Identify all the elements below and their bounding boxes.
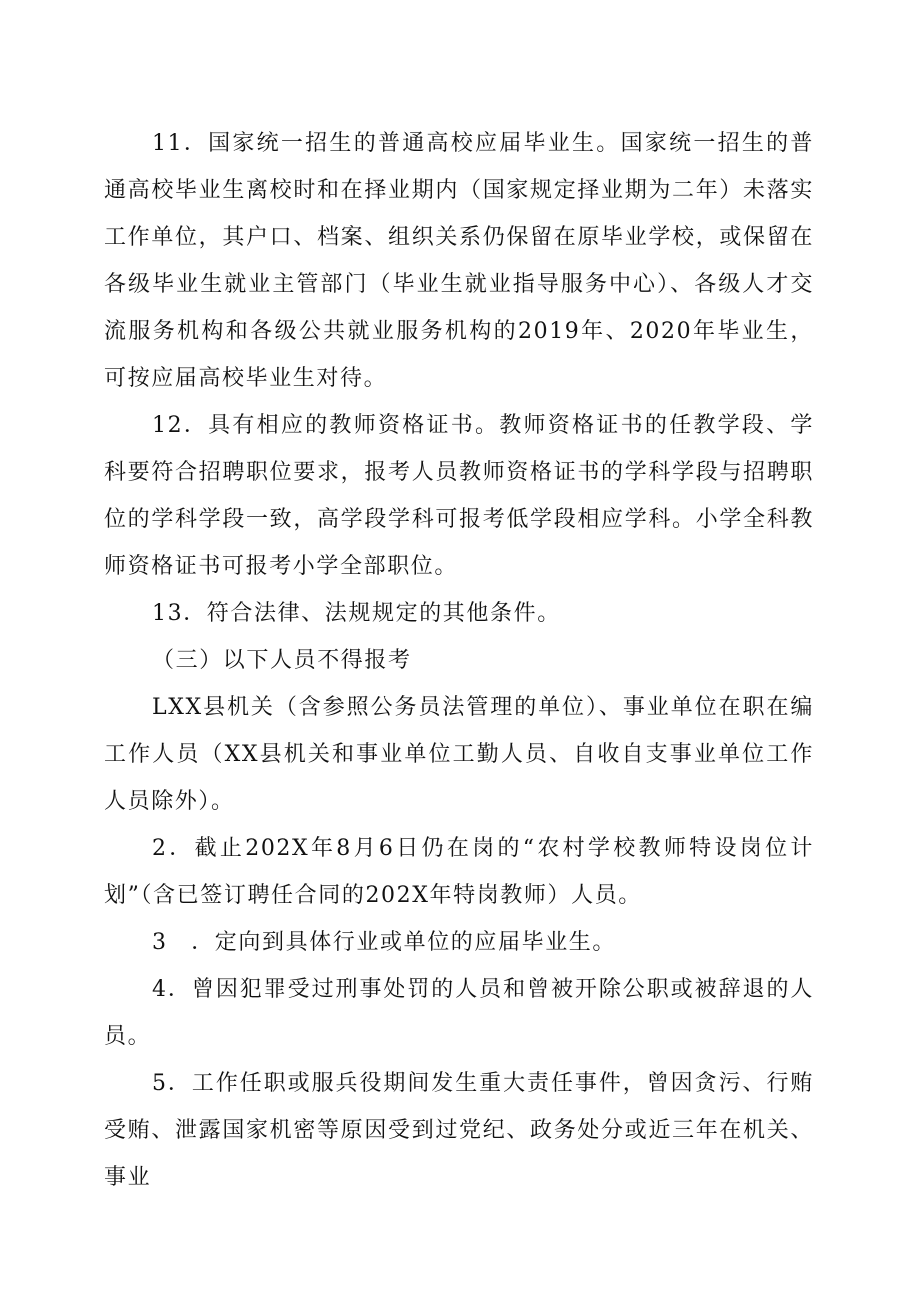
paragraph-exclusion-2: 2．截止202X年8月6日仍在岗的“农村学校教师特设岗位计划”（含已签订聘任合同的202X年特岗教师）人员。	[104, 836, 814, 908]
paragraph-exclusion-5: 5．工作任职或服兵役期间发生重大责任事件，曾因贪污、行贿受贿、泄露国家机密等原因受到过党纪、政务处分或近三年在机关、事业	[104, 1071, 814, 1190]
section-heading-three: （三）以下人员不得报考	[152, 648, 412, 673]
paragraph-exclusion-1: LXX县机关（含参照公务员法管理的单位）、事业单位在职在编工作人员（XX县机关和事业单位工勤人员、自收自支事业单位工作人员除外）。	[104, 695, 814, 814]
paragraph-exclusion-3: 3 ．定向到具体行业或单位的应届毕业生。	[152, 930, 616, 955]
paragraph-item-12: 12．具有相应的教师资格证书。教师资格证书的任教学段、学科要符合招聘职位要求，报考人员教师资格证书的学科学段与招聘职位的学科学段一致，高学段学科可报考低学段相应学科。小学全科教师资格证书可报考小学全部职位。	[104, 413, 814, 579]
paragraph-item-13: 13．符合法律、法规规定的其他条件。	[152, 601, 561, 626]
paragraph-exclusion-4: 4．曾因犯罪受过刑事处罚的人员和曾被开除公职或被辞退的人员。	[104, 977, 814, 1049]
paragraph-item-11: 11．国家统一招生的普通高校应届毕业生。国家统一招生的普通高校毕业生离校时和在择业期内（国家规定择业期为二年）未落实工作单位，其户口、档案、组织关系仍保留在原毕业学校，或保留在各级毕业生就业主管部门（毕业生就业指导服务中心）、各级人才交流服务机构和各级公共就业服务机构的2019年、2020年毕业生，可按应届高校毕业生对待。	[104, 131, 814, 391]
document-body	[104, 120, 814, 1201]
